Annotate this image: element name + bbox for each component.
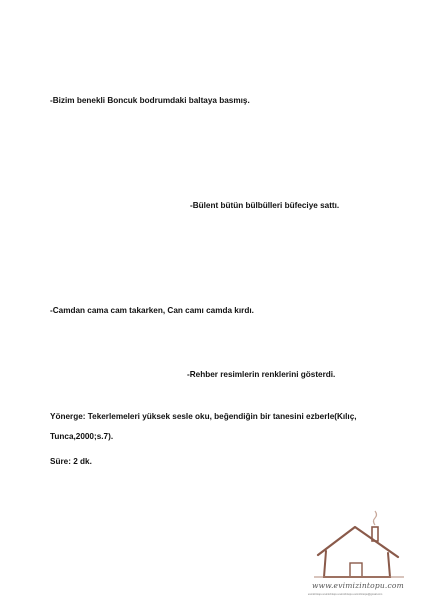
- logo-social-handles: evimizintopu evimizintopu evimizintopu evimizintopu@gmail.com: [308, 593, 383, 596]
- tongue-twister-line-2: -Bülent bütün bülbülleri büfeciye sattı.: [190, 201, 340, 210]
- site-logo: [300, 505, 424, 600]
- tongue-twister-line-1: -Bizim benekli Boncuk bodrumdaki baltaya basmış.: [50, 96, 250, 105]
- tongue-twister-line-3: -Camdan cama cam takarken, Can camı camda kırdı.: [50, 306, 254, 315]
- tongue-twister-line-4: -Rehber resimlerin renklerini gösterdi.: [187, 370, 336, 379]
- instruction-line-1: Yönerge: Tekerlemeleri yüksek sesle oku, beğendiğin bir tanesini ezberle(Kılıç,: [50, 412, 357, 421]
- logo-url: www.evimizintopu.com: [312, 581, 404, 590]
- house-logo-icon: [300, 505, 424, 585]
- time-limit: Süre: 2 dk.: [50, 457, 92, 466]
- instruction-line-2: Tunca,2000;s.7).: [50, 432, 114, 441]
